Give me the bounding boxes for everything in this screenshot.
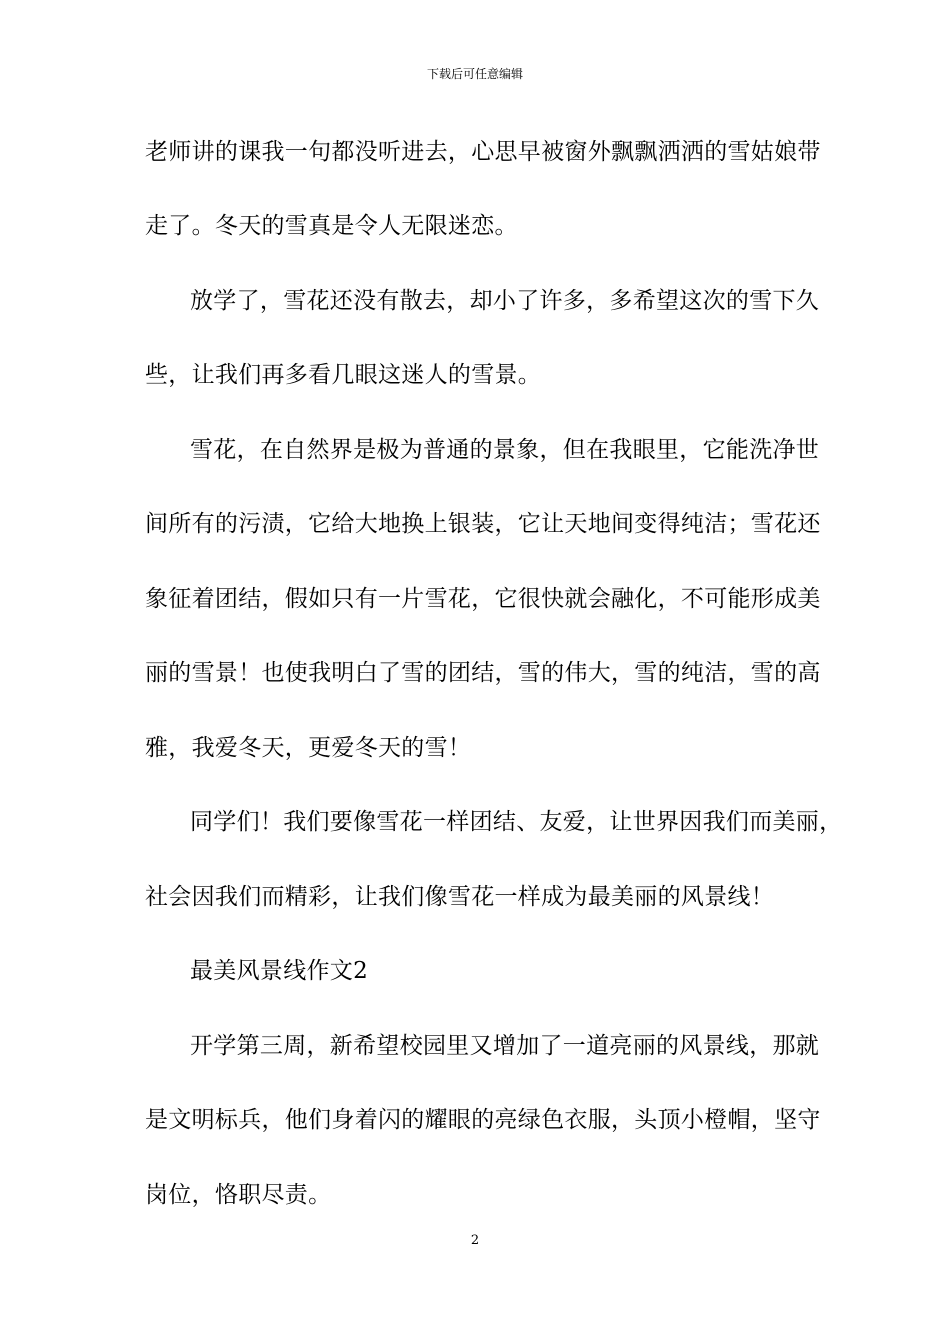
text-line-7: 象征着团结，假如只有一片雪花，它很快就会融化，不可能形成美 (145, 586, 821, 612)
text-line-11: 社会因我们而精彩，让我们像雪花一样成为最美丽的风景线！ (145, 884, 775, 910)
text-line-13: 开学第三周，新希望校园里又增加了一道亮丽的风景线，那就 (190, 1033, 820, 1059)
text-line-1: 老师讲的课我一句都没听进去，心思早被窗外飘飘洒洒的雪姑娘带 (145, 139, 821, 165)
text-line-8: 丽的雪景！也使我明白了雪的团结，雪的伟大，雪的纯洁，雪的高 (145, 660, 821, 686)
text-line-4: 些，让我们再多看几眼这迷人的雪景。 (145, 362, 542, 388)
page-header: 下载后可任意编辑 (426, 67, 523, 81)
page-number: 2 (470, 1233, 480, 1248)
text-line-3: 放学了，雪花还没有散去，却小了许多，多希望这次的雪下久 (190, 288, 820, 314)
text-line-2: 走了。冬天的雪真是令人无限迷恋。 (145, 213, 518, 239)
text-line-6: 间所有的污渍，它给大地换上银装，它让天地间变得纯洁；雪花还 (145, 511, 821, 537)
section-heading: 最美风景线作文2 (190, 958, 369, 984)
text-line-9: 雅，我爱冬天，更爱冬天的雪！ (145, 735, 472, 761)
text-line-5: 雪花，在自然界是极为普通的景象，但在我眼里，它能洗净世 (190, 437, 820, 463)
text-line-14: 是文明标兵，他们身着闪的耀眼的亮绿色衣服，头顶小橙帽，坚守 (145, 1107, 821, 1133)
text-line-10: 同学们！我们要像雪花一样团结、友爱，让世界因我们而美丽， (190, 809, 843, 835)
text-line-15: 岗位，恪职尽责。 (145, 1182, 332, 1208)
